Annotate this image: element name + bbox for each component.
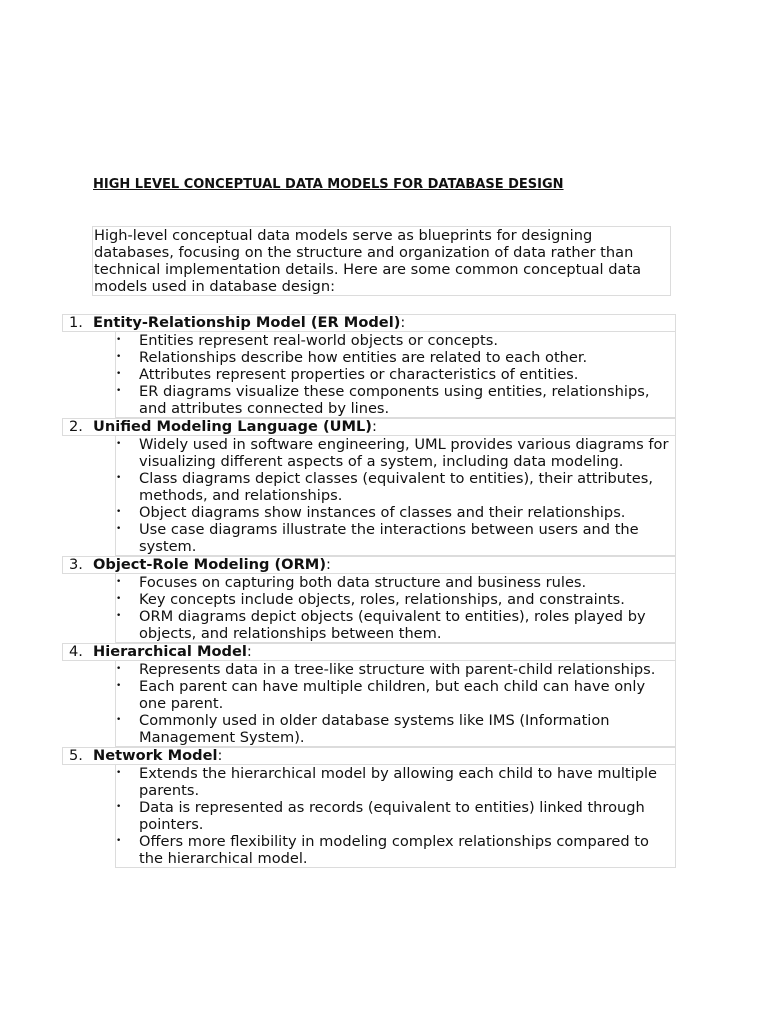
model-section bbox=[62, 556, 676, 643]
bullet-text: Represents data in a tree-like structure with parent-child relationships. bbox=[139, 661, 656, 678]
bullet-dot-icon: • bbox=[116, 681, 122, 691]
model-section bbox=[62, 747, 676, 868]
section-name: Hierarchical Model bbox=[93, 643, 247, 660]
section-bullets bbox=[115, 332, 676, 418]
bullet-dot-icon: • bbox=[116, 335, 122, 345]
bullet-dot-icon: • bbox=[116, 715, 122, 725]
section-heading bbox=[62, 643, 676, 661]
bullet-item bbox=[116, 608, 675, 642]
bullet-item bbox=[116, 470, 675, 504]
bullet-text: Class diagrams depict classes (equivalent to entities), their attributes, methods, and relationships. bbox=[139, 470, 653, 504]
bullet-text: Each parent can have multiple children, but each child can have only one parent. bbox=[139, 678, 646, 712]
bullet-dot-icon: • bbox=[116, 611, 122, 621]
bullet-item bbox=[116, 504, 675, 521]
bullet-item bbox=[116, 833, 675, 867]
bullet-item bbox=[116, 349, 675, 366]
bullet-text: Key concepts include objects, roles, relationships, and constraints. bbox=[139, 591, 625, 608]
bullet-dot-icon: • bbox=[116, 439, 122, 449]
section-heading bbox=[62, 747, 676, 765]
bullet-item bbox=[116, 591, 675, 608]
bullet-item bbox=[116, 574, 675, 591]
section-number: 4. bbox=[69, 643, 83, 660]
section-heading bbox=[62, 556, 676, 574]
section-number: 3. bbox=[69, 556, 83, 573]
bullet-text: ORM diagrams depict objects (equivalent to entities), roles played by objects, and relationships between them. bbox=[139, 608, 646, 642]
bullet-dot-icon: • bbox=[116, 352, 122, 362]
section-heading bbox=[62, 314, 676, 332]
bullet-dot-icon: • bbox=[116, 524, 122, 534]
section-bullets bbox=[115, 765, 676, 868]
section-name: Network Model bbox=[93, 747, 218, 764]
section-colon: : bbox=[326, 556, 331, 573]
bullet-text: Data is represented as records (equivalent to entities) linked through pointers. bbox=[139, 799, 645, 833]
bullet-text: Focuses on capturing both data structure and business rules. bbox=[139, 574, 587, 591]
bullet-text: ER diagrams visualize these components using entities, relationships, and attributes connected by lines. bbox=[139, 383, 650, 417]
section-colon: : bbox=[400, 314, 406, 331]
bullet-text: Offers more flexibility in modeling complex relationships compared to the hierarchical model. bbox=[139, 833, 649, 867]
section-name: Unified Modeling Language (UML) bbox=[93, 418, 372, 435]
bullet-item bbox=[116, 799, 675, 833]
model-section bbox=[62, 314, 676, 418]
bullet-text: Use case diagrams illustrate the interactions between users and the system. bbox=[139, 521, 639, 555]
section-number: 5. bbox=[69, 747, 83, 764]
bullet-item bbox=[116, 661, 675, 678]
bullet-text: Widely used in software engineering, UML provides various diagrams for visualizing different aspects of a system, including data modeling. bbox=[139, 436, 669, 470]
bullet-dot-icon: • bbox=[116, 594, 122, 604]
model-section bbox=[62, 643, 676, 747]
model-list bbox=[62, 314, 676, 868]
bullet-text: Relationships describe how entities are related to each other. bbox=[139, 349, 588, 366]
section-name: Entity-Relationship Model (ER Model) bbox=[93, 314, 401, 331]
bullet-dot-icon: • bbox=[116, 386, 122, 396]
intro-paragraph: High-level conceptual data models serve as blueprints for designing databases, focusing on the structure and organization of data rather than technical implementation details. Here are some common conceptual data models used in database design: bbox=[92, 226, 671, 296]
bullet-item bbox=[116, 678, 675, 712]
model-section bbox=[62, 418, 676, 556]
section-number: 1. bbox=[69, 314, 83, 331]
bullet-item bbox=[116, 332, 675, 349]
bullet-dot-icon: • bbox=[116, 577, 122, 587]
section-heading bbox=[62, 418, 676, 436]
document-title: HIGH LEVEL CONCEPTUAL DATA MODELS FOR DATABASE DESIGN bbox=[93, 177, 564, 192]
bullet-dot-icon: • bbox=[116, 836, 122, 846]
section-name: Object-Role Modeling (ORM) bbox=[93, 556, 327, 573]
bullet-text: Object diagrams show instances of classes and their relationships. bbox=[139, 504, 626, 521]
section-colon: : bbox=[246, 643, 252, 660]
bullet-item bbox=[116, 366, 675, 383]
bullet-text: Extends the hierarchical model by allowing each child to have multiple parents. bbox=[139, 765, 657, 799]
bullet-item bbox=[116, 712, 675, 746]
section-bullets bbox=[115, 436, 676, 556]
bullet-item bbox=[116, 383, 675, 417]
bullet-dot-icon: • bbox=[116, 664, 122, 674]
bullet-item bbox=[116, 765, 675, 799]
section-colon: : bbox=[371, 418, 377, 435]
section-bullets bbox=[115, 574, 676, 643]
bullet-text: Entities represent real-world objects or concepts. bbox=[139, 332, 498, 349]
bullet-dot-icon: • bbox=[116, 802, 122, 812]
bullet-dot-icon: • bbox=[116, 507, 122, 517]
bullet-dot-icon: • bbox=[116, 369, 122, 379]
bullet-dot-icon: • bbox=[116, 768, 122, 778]
section-colon: : bbox=[217, 747, 223, 764]
bullet-text: Commonly used in older database systems like IMS (Information Management System). bbox=[139, 712, 610, 746]
bullet-item bbox=[116, 436, 675, 470]
bullet-text: Attributes represent properties or characteristics of entities. bbox=[139, 366, 579, 383]
section-bullets bbox=[115, 661, 676, 747]
section-number: 2. bbox=[69, 418, 83, 435]
bullet-dot-icon: • bbox=[116, 473, 122, 483]
bullet-item bbox=[116, 521, 675, 555]
